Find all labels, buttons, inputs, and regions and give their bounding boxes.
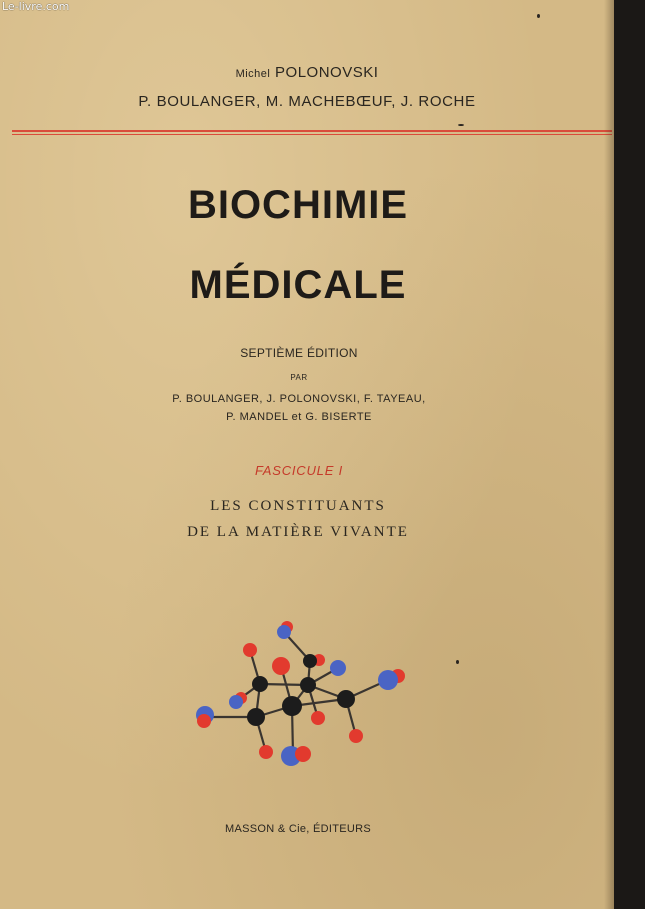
editors-line-1: P. BOULANGER, J. POLONOVSKI, F. TAYEAU, <box>172 393 426 405</box>
subtitle-line-1: LES CONSTITUANTS <box>210 498 386 514</box>
top-rule-lower <box>12 134 612 135</box>
top-rule-upper <box>12 130 612 132</box>
edition-label: SEPTIÈME ÉDITION <box>240 346 358 360</box>
title-line-2: MÉDICALE <box>189 263 407 307</box>
paper-speck <box>458 124 464 126</box>
site-watermark: Le-livre.com <box>2 0 70 13</box>
title-line-1: BIOCHIMIE <box>187 183 409 227</box>
editors-line-2: P. MANDEL et G. BISERTE <box>226 411 372 423</box>
lead-author-last-name: POLONOVSKI <box>275 64 379 81</box>
paper-speck <box>537 14 540 18</box>
lead-author-first-name: Michel <box>235 68 271 80</box>
paper-speck <box>456 660 459 664</box>
subtitle-line-2: DE LA MATIÈRE VIVANTE <box>187 524 409 540</box>
lead-author <box>0 64 614 81</box>
co-authors: P. BOULANGER, M. MACHEBŒUF, J. ROCHE <box>138 93 476 110</box>
molecule-illustration <box>180 610 420 780</box>
publisher-imprint: MASSON & Cie, ÉDITEURS <box>225 823 371 835</box>
cover-edge-shadow <box>604 0 614 909</box>
fascicule-label: FASCICULE I <box>254 463 344 478</box>
by-label: PAR <box>290 373 308 382</box>
